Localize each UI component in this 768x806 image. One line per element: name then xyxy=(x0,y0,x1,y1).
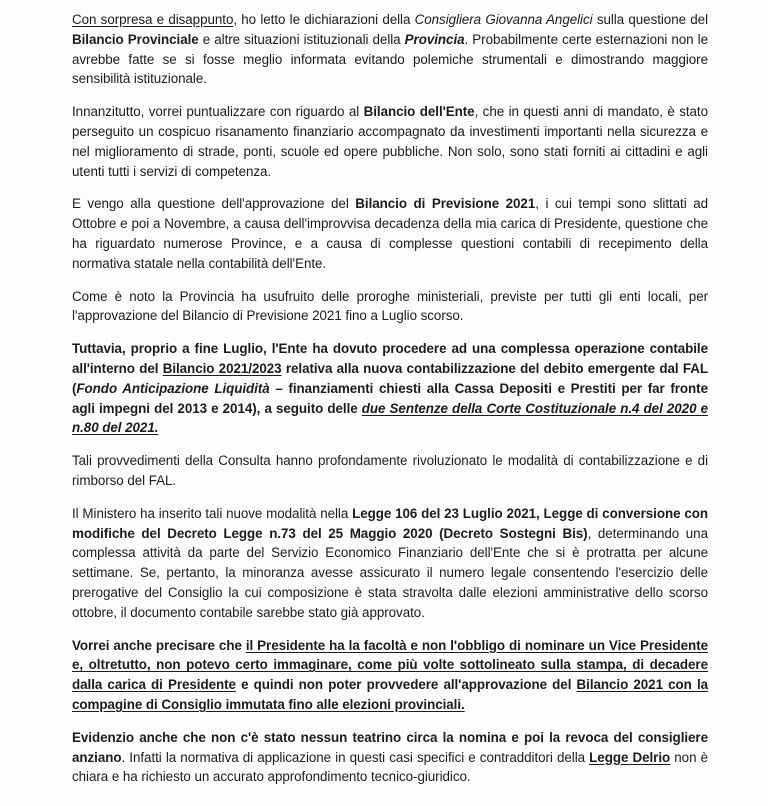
legge-delrio: Legge Delrio xyxy=(589,749,671,765)
press-statement xyxy=(72,10,708,800)
councillor-name: Consigliera Giovanna Angelici xyxy=(414,12,593,27)
bilancio-2021-compagine: Bilancio 2021 con la compagine di Consiglio immutata fino alle elezioni provinciali. xyxy=(72,677,709,712)
paragraph-4 xyxy=(72,287,708,327)
text-run: , ho letto le dichiarazioni della xyxy=(233,12,415,27)
text-run: Tuttavia, proprio a fine Luglio, l'Ente ha dovuto procedere ad una complessa operazione contabile all'interno del xyxy=(72,341,708,376)
bilancio-provinciale: Bilancio Provinciale xyxy=(72,31,199,47)
text-run: relativa alla nuova contabilizzazione del debito emergente dal FAL ( xyxy=(72,360,708,396)
text-run: Il Ministero ha inserito tali nuove modalità nella xyxy=(72,505,353,521)
text-run: Tali provvedimenti della Consulta hanno profondamente rivoluzionato le modalità di contabilizzazione e di rimborso del FAL. xyxy=(72,453,708,488)
paragraph-3 xyxy=(72,194,708,273)
legge-106-reference: Legge 106 del 23 Luglio 2021, Legge di conversione con modifiche del Decreto Legge n.73 del 25 Maggio 2020 (Decreto Sostegni Bis) xyxy=(72,505,708,541)
provincia-term: Provincia xyxy=(404,31,465,47)
fal-definition: Fondo Anticipazione Liquidità xyxy=(76,380,270,396)
paragraph-2 xyxy=(72,102,708,181)
text-run: . Probabilmente certe esternazioni non le avrebbe fatte se si fosse meglio informata evitando polemiche strumentali e dimostrando maggiore sensibilità istituzionale. xyxy=(72,31,708,87)
text-run: , i cui tempi sono slittati ad Ottobre e poi a Novembre, a causa dell'improvvisa decadenza della mia carica di Presidente, questione che ha riguardato numerose Province, e a causa di complesse questioni contabili di recepimento della normativa statale nella contabilità dell'Ente. xyxy=(72,196,708,271)
text-run: , determinando una complessa attività da parte del Servizio Economico Finanziario dell'Ente che si è protratta per alcune settimane. Se, pertanto, la minoranza avesse assicurato il numero legale consentendo l'esercizio delle prerogative del Consiglio la cui composizione è stata stravolta dalle elezioni amministrative dello scorso ottobre, il documento contabile sarebbe stato già approvato. xyxy=(72,525,708,620)
paragraph-6 xyxy=(72,451,708,491)
text-run: E vengo alla questione dell'approvazione del xyxy=(72,196,356,212)
paragraph-1 xyxy=(72,10,708,89)
text-run: Come è noto la Provincia ha usufruito delle proroghe ministeriali, previste per tutti gli enti locali, per l'approvazione del Bilancio di Previsione 2021 fino a Luglio scorso. xyxy=(72,288,708,324)
bilancio-2021-2023: Bilancio 2021/2023 xyxy=(162,360,282,376)
text-run: . Infatti la normativa di applicazione in questi casi specifici e contradditori della xyxy=(121,749,590,765)
text-run: Innanzitutto, vorrei puntualizzare con riguardo al xyxy=(72,104,364,120)
text-run: sulla questione del xyxy=(592,12,708,27)
bilancio-ente: Bilancio dell'Ente xyxy=(363,104,475,120)
paragraph-9 xyxy=(72,728,708,787)
text-run: non è chiara e ha richiesto un accurato approfondimento tecnico-giuridico. xyxy=(72,749,708,785)
text-run: e quindi non poter provvedere all'approvazione del xyxy=(235,677,577,693)
text-run: – finanziamenti chiesti alla Cassa Depositi e Prestiti per far fronte agli impegni del 2013 e 2014), a seguito delle xyxy=(72,380,708,416)
text-run: e altre situazioni istituzionali della xyxy=(198,31,405,47)
bilancio-previsione-2021: Bilancio di Previsione 2021 xyxy=(355,196,536,212)
paragraph-5 xyxy=(72,339,708,438)
text-run: Vorrei anche precisare che xyxy=(72,637,246,653)
opening-phrase: Con sorpresa e disappunto xyxy=(72,12,234,27)
corte-costituzionale-sentences: due Sentenze della Corte Costituzionale n.4 del 2020 e n.80 del 2021. xyxy=(72,400,708,436)
presidente-facolta: il Presidente ha la facoltà e non l'obbligo di nominare un Vice Presidente e, oltretutto, non potevo certo immaginare, come più volte sottolineato sulla stampa, di decadere dalla carica di Presidente xyxy=(72,637,708,693)
teatrino-statement: Evidenzio anche che non c'è stato nessun teatrino circa la nomina e poi la revoca del consigliere anziano xyxy=(72,729,708,765)
paragraph-7 xyxy=(72,504,708,623)
paragraph-8 xyxy=(72,636,708,715)
text-run: , che in questi anni di mandato, è stato perseguito un cospicuo risanamento finanziario accompagnato da investimenti importanti nella sicurezza e nel miglioramento di strade, ponti, scuole ed opere pubbliche. Non solo, sono stati forniti ai cittadini e agli utenti tutti i servizi di competenza. xyxy=(72,104,708,179)
